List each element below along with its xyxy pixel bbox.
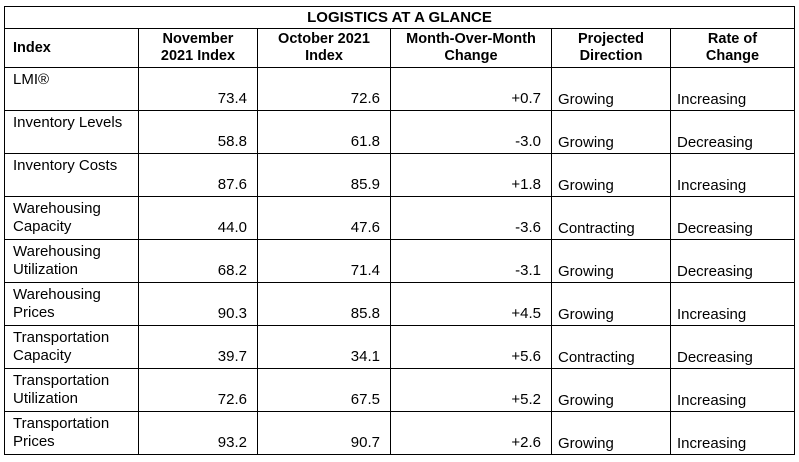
cell-october-index	[258, 197, 391, 240]
cell-month-over-month-change	[391, 412, 552, 455]
october-index-value: 71.4	[350, 262, 380, 279]
column-header-october: October 2021 Index	[258, 29, 391, 68]
cell-october-index	[258, 369, 391, 412]
october-index-value: 85.9	[350, 176, 380, 193]
cell-projected-direction	[552, 240, 671, 283]
column-header-november: November 2021 Index	[139, 29, 258, 68]
november-index-value: 73.4	[217, 90, 247, 107]
november-index-value: 44.0	[217, 219, 247, 236]
month-over-month-change-value: +5.2	[511, 391, 541, 408]
october-index-value: 72.6	[350, 90, 380, 107]
index-name	[13, 157, 133, 175]
cell-projected-direction	[552, 68, 671, 111]
cell-rate-of-change	[671, 240, 795, 283]
index-name	[13, 415, 133, 451]
projected-direction-value: Growing	[558, 306, 614, 323]
cell-index	[5, 326, 139, 369]
index-name-line: Capacity	[13, 347, 72, 364]
index-name-line: Transportation	[13, 415, 110, 432]
cell-october-index	[258, 240, 391, 283]
rate-of-change-value: Increasing	[677, 91, 747, 108]
index-name-line: Inventory Costs	[13, 157, 118, 174]
october-index-value: 67.5	[350, 391, 380, 408]
cell-month-over-month-change	[391, 154, 552, 197]
logistics-table-frame	[4, 6, 794, 456]
cell-november-index	[139, 111, 258, 154]
cell-index	[5, 369, 139, 412]
rate-of-change-value: Increasing	[677, 177, 747, 194]
cell-november-index	[139, 154, 258, 197]
index-name	[13, 114, 133, 132]
cell-month-over-month-change	[391, 197, 552, 240]
table-body	[5, 68, 795, 455]
table-row	[5, 111, 795, 154]
november-index-value: 58.8	[217, 133, 247, 150]
cell-october-index	[258, 154, 391, 197]
cell-month-over-month-change	[391, 240, 552, 283]
cell-october-index	[258, 326, 391, 369]
rate-of-change-value: Increasing	[677, 392, 747, 409]
index-name-line: LMI®	[13, 71, 50, 88]
projected-direction-value: Growing	[558, 435, 614, 452]
logistics-table	[4, 6, 795, 455]
index-name-line: Prices	[13, 433, 55, 450]
index-name-line: Utilization	[13, 390, 79, 407]
projected-direction-value: Growing	[558, 134, 614, 151]
projected-direction-value: Growing	[558, 263, 614, 280]
cell-index	[5, 197, 139, 240]
rate-of-change-value: Decreasing	[677, 349, 753, 366]
header-row	[5, 29, 795, 68]
table-row	[5, 412, 795, 455]
month-over-month-change-value: -3.0	[515, 133, 541, 150]
projected-direction-value: Growing	[558, 91, 614, 108]
month-over-month-change-value: +5.6	[511, 348, 541, 365]
cell-november-index	[139, 283, 258, 326]
rate-of-change-value: Decreasing	[677, 220, 753, 237]
index-name-line: Warehousing	[13, 243, 101, 260]
cell-projected-direction	[552, 111, 671, 154]
november-index-value: 68.2	[217, 262, 247, 279]
cell-october-index	[258, 111, 391, 154]
projected-direction-value: Growing	[558, 392, 614, 409]
cell-projected-direction	[552, 283, 671, 326]
month-over-month-change-value: +0.7	[511, 90, 541, 107]
cell-month-over-month-change	[391, 326, 552, 369]
cell-projected-direction	[552, 369, 671, 412]
index-name-line: Warehousing	[13, 200, 101, 217]
rate-of-change-value: Increasing	[677, 435, 747, 452]
index-name	[13, 329, 133, 365]
cell-october-index	[258, 283, 391, 326]
table-row	[5, 240, 795, 283]
cell-october-index	[258, 412, 391, 455]
month-over-month-change-value: -3.6	[515, 219, 541, 236]
cell-october-index	[258, 68, 391, 111]
cell-rate-of-change	[671, 283, 795, 326]
table-row	[5, 283, 795, 326]
cell-projected-direction	[552, 197, 671, 240]
cell-index	[5, 111, 139, 154]
cell-november-index	[139, 197, 258, 240]
projected-direction-value: Contracting	[558, 220, 635, 237]
month-over-month-change-value: +1.8	[511, 176, 541, 193]
rate-of-change-value: Decreasing	[677, 134, 753, 151]
november-index-value: 87.6	[217, 176, 247, 193]
cell-rate-of-change	[671, 111, 795, 154]
projected-direction-value: Contracting	[558, 349, 635, 366]
november-index-value: 39.7	[217, 348, 247, 365]
table-title: LOGISTICS AT A GLANCE	[5, 7, 795, 29]
cell-november-index	[139, 326, 258, 369]
index-name-line: Transportation	[13, 372, 110, 389]
november-index-value: 72.6	[217, 391, 247, 408]
index-name	[13, 200, 133, 236]
october-index-value: 47.6	[350, 219, 380, 236]
cell-november-index	[139, 412, 258, 455]
cell-projected-direction	[552, 154, 671, 197]
month-over-month-change-value: +4.5	[511, 305, 541, 322]
index-name	[13, 243, 133, 279]
cell-month-over-month-change	[391, 283, 552, 326]
cell-month-over-month-change	[391, 68, 552, 111]
cell-index	[5, 412, 139, 455]
index-name-line: Inventory Levels	[13, 114, 123, 131]
rate-of-change-value: Increasing	[677, 306, 747, 323]
cell-month-over-month-change	[391, 369, 552, 412]
month-over-month-change-value: +2.6	[511, 434, 541, 451]
cell-index	[5, 283, 139, 326]
table-row	[5, 68, 795, 111]
cell-projected-direction	[552, 326, 671, 369]
table-row	[5, 326, 795, 369]
cell-projected-direction	[552, 412, 671, 455]
index-name-line: Prices	[13, 304, 55, 321]
table-row	[5, 197, 795, 240]
cell-index	[5, 154, 139, 197]
index-name	[13, 372, 133, 408]
index-name	[13, 71, 133, 89]
cell-index	[5, 68, 139, 111]
cell-rate-of-change	[671, 154, 795, 197]
table-row	[5, 369, 795, 412]
october-index-value: 34.1	[350, 348, 380, 365]
month-over-month-change-value: -3.1	[515, 262, 541, 279]
october-index-value: 61.8	[350, 133, 380, 150]
column-header-index: Index	[5, 29, 139, 68]
cell-rate-of-change	[671, 412, 795, 455]
column-header-rate: Rate of Change	[671, 29, 795, 68]
index-name-line: Transportation	[13, 329, 110, 346]
index-name	[13, 286, 133, 322]
cell-november-index	[139, 240, 258, 283]
cell-november-index	[139, 68, 258, 111]
november-index-value: 90.3	[217, 305, 247, 322]
cell-rate-of-change	[671, 326, 795, 369]
cell-rate-of-change	[671, 369, 795, 412]
cell-month-over-month-change	[391, 111, 552, 154]
table-row	[5, 154, 795, 197]
cell-index	[5, 240, 139, 283]
october-index-value: 90.7	[350, 434, 380, 451]
column-header-change: Month-Over-Month Change	[391, 29, 552, 68]
column-header-direction: Projected Direction	[552, 29, 671, 68]
cell-rate-of-change	[671, 197, 795, 240]
projected-direction-value: Growing	[558, 177, 614, 194]
index-name-line: Utilization	[13, 261, 79, 278]
october-index-value: 85.8	[350, 305, 380, 322]
rate-of-change-value: Decreasing	[677, 263, 753, 280]
cell-rate-of-change	[671, 68, 795, 111]
index-name-line: Capacity	[13, 218, 72, 235]
november-index-value: 93.2	[217, 434, 247, 451]
index-name-line: Warehousing	[13, 286, 101, 303]
cell-november-index	[139, 369, 258, 412]
